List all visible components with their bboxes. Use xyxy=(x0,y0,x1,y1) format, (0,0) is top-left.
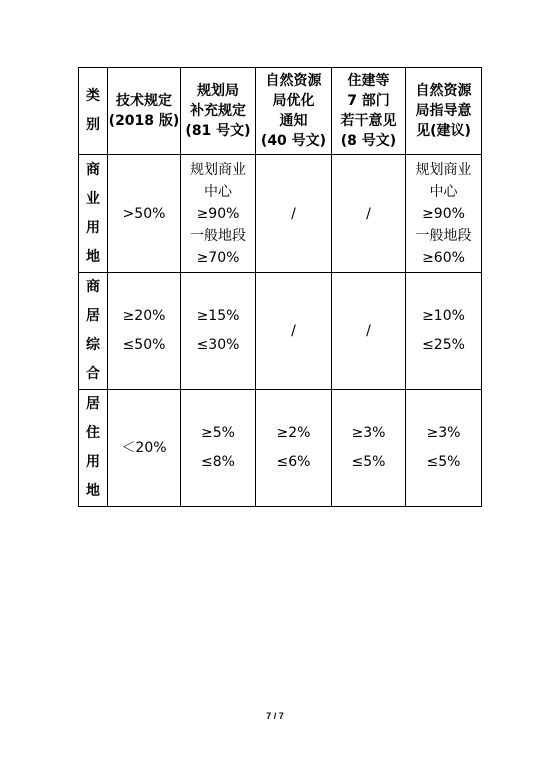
cell-value: ≥5% xyxy=(201,425,235,441)
table-cell xyxy=(332,390,406,507)
cell-value: >50% xyxy=(122,205,166,222)
cell-value: ≤25% xyxy=(422,337,465,353)
header-line: 见(建议) xyxy=(416,123,471,139)
header-category-char: 类 xyxy=(86,88,100,104)
cell-value: / xyxy=(291,205,296,222)
category-char: 用 xyxy=(86,219,100,236)
row-category xyxy=(79,155,108,273)
cell-value: ≥15% xyxy=(196,308,240,324)
category-char: 居 xyxy=(86,396,100,412)
cell-value: ＜20% xyxy=(121,440,167,456)
header-line: (81 号文) xyxy=(185,123,251,139)
header-housing-opinions xyxy=(332,68,406,155)
cell-value: ≥60% xyxy=(422,249,465,266)
row-category xyxy=(79,390,108,507)
cell-value: ≤6% xyxy=(276,454,311,470)
cell-value: ≥10% xyxy=(422,308,465,324)
table-cell xyxy=(108,273,181,390)
header-line: 技术规定 xyxy=(116,93,172,109)
table-cell xyxy=(108,390,181,507)
table-cell xyxy=(181,155,256,273)
table-cell xyxy=(332,273,406,390)
page-number: 7 / 7 xyxy=(266,711,284,721)
cell-value: / xyxy=(366,323,371,339)
cell-value: ≤5% xyxy=(426,454,461,470)
header-resources-optimization xyxy=(256,68,332,155)
header-line: 通知 xyxy=(279,113,308,129)
header-line: 局指导意 xyxy=(415,103,472,119)
table-cell xyxy=(181,273,256,390)
table-cell xyxy=(332,155,406,273)
table-cell xyxy=(406,390,482,507)
cell-value: ≥90% xyxy=(422,205,465,222)
header-line: 住建等 xyxy=(347,73,390,89)
table-header-row xyxy=(79,68,482,155)
cell-value: / xyxy=(366,205,371,222)
category-char: 地 xyxy=(86,483,100,499)
table-cell xyxy=(256,155,332,273)
category-char: 居 xyxy=(86,308,100,324)
category-char: 地 xyxy=(86,248,100,265)
header-line: (2018 版) xyxy=(108,113,180,129)
cell-value: 一般地段 xyxy=(190,227,246,244)
category-char: 业 xyxy=(86,190,100,207)
cell-value: ≤30% xyxy=(196,337,240,353)
header-line: 局优化 xyxy=(272,93,315,109)
cell-value: ≤50% xyxy=(122,337,166,353)
table-row-residential-land xyxy=(79,390,482,507)
header-category-char: 别 xyxy=(86,117,100,133)
cell-value: 规划商业 xyxy=(190,161,246,178)
table-cell xyxy=(406,273,482,390)
cell-value: / xyxy=(291,323,296,339)
category-char: 住 xyxy=(86,425,100,441)
cell-value: ≤5% xyxy=(351,454,386,470)
header-line: 自然资源 xyxy=(265,73,322,89)
cell-value: ≤8% xyxy=(201,454,235,470)
category-char: 合 xyxy=(86,366,100,382)
cell-value: ≥90% xyxy=(196,205,240,222)
table-cell xyxy=(256,273,332,390)
header-planning-supplement xyxy=(181,68,256,155)
category-char: 商 xyxy=(86,161,100,178)
category-char: 综 xyxy=(86,337,100,353)
header-category xyxy=(79,68,108,155)
cell-value: 规划商业 xyxy=(415,161,472,178)
cell-value: 中心 xyxy=(429,183,458,200)
table-cell xyxy=(406,155,482,273)
header-line: 规划局 xyxy=(197,83,239,99)
header-technical-rules xyxy=(108,68,181,155)
table-cell xyxy=(256,390,332,507)
category-char: 用 xyxy=(86,454,100,470)
cell-value: 中心 xyxy=(204,183,232,200)
table-cell xyxy=(181,390,256,507)
cell-value: ≥3% xyxy=(426,425,461,441)
header-line: 若干意见 xyxy=(340,113,397,129)
header-line: 补充规定 xyxy=(190,103,246,119)
cell-value: ≥3% xyxy=(351,425,386,441)
category-char: 商 xyxy=(86,279,100,295)
policy-comparison-table xyxy=(78,67,482,507)
header-line: (40 号文) xyxy=(260,133,327,149)
cell-value: ≥2% xyxy=(276,425,311,441)
header-line: (8 号文) xyxy=(340,133,397,149)
table-cell xyxy=(108,155,181,273)
header-resources-guidance xyxy=(406,68,482,155)
cell-value: 一般地段 xyxy=(415,227,472,244)
cell-value: ≥20% xyxy=(122,308,166,324)
cell-value: ≥70% xyxy=(196,249,240,266)
header-line: 7 部门 xyxy=(347,93,390,109)
table-row-commercial-land xyxy=(79,155,482,273)
header-line: 自然资源 xyxy=(415,83,472,99)
table-row-mixed-use xyxy=(79,273,482,390)
row-category xyxy=(79,273,108,390)
